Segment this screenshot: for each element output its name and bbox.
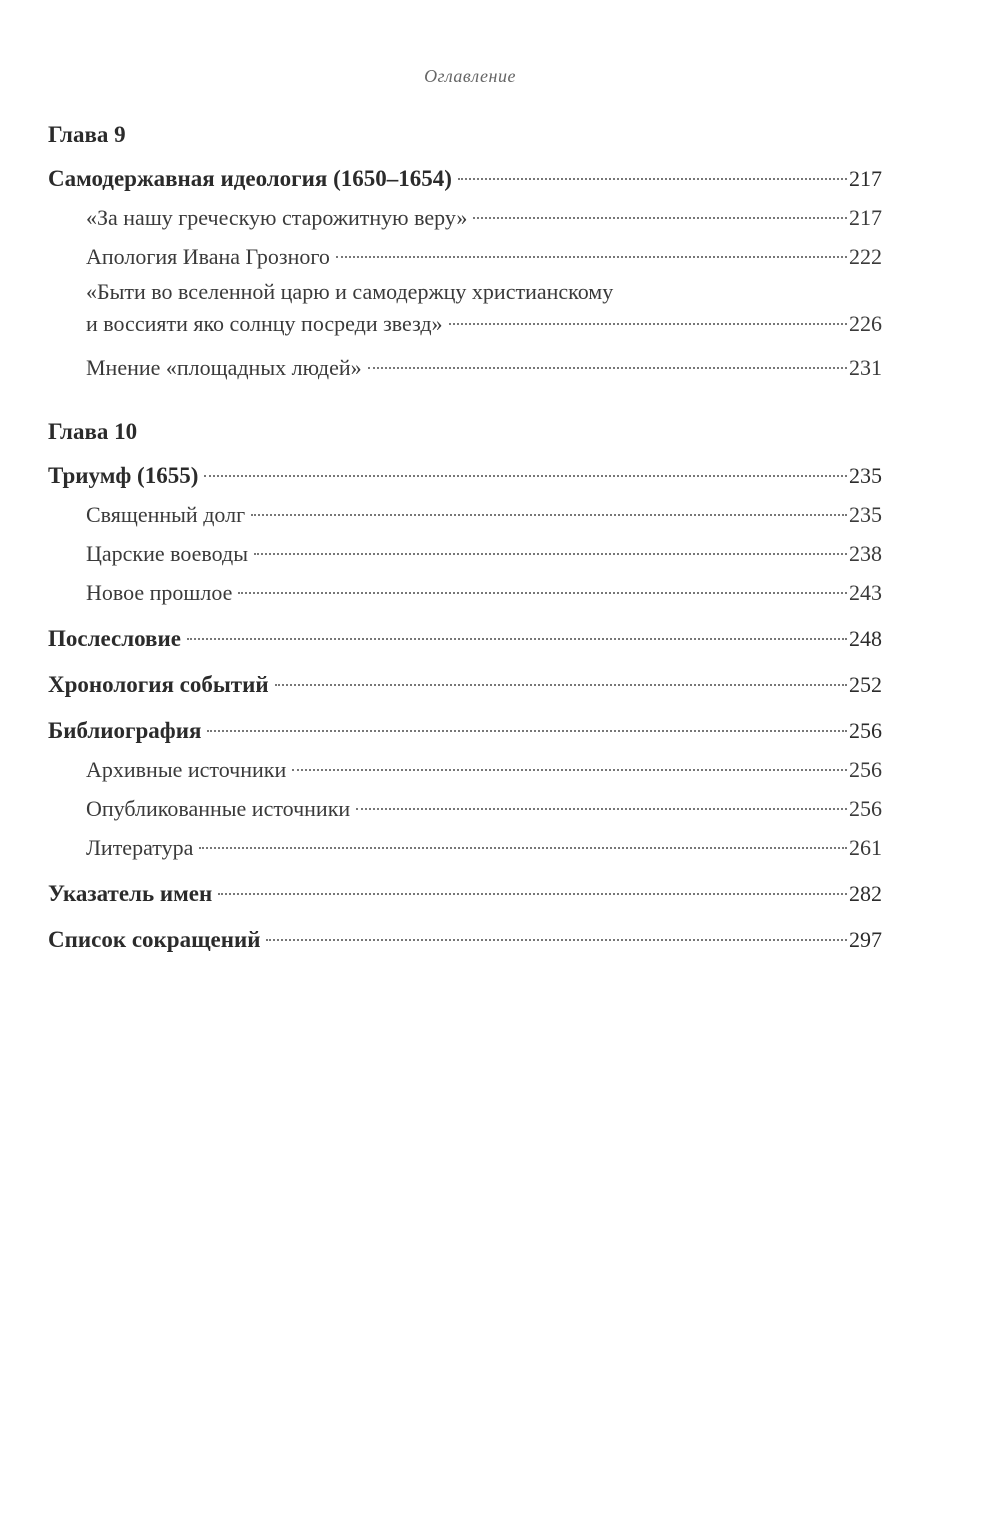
dot-leader xyxy=(238,592,847,594)
page-number: 256 xyxy=(849,757,882,782)
page-number: 248 xyxy=(849,626,882,651)
dot-leader xyxy=(356,808,847,810)
entry-title: Опубликованные источники xyxy=(86,796,351,821)
page-number: 217 xyxy=(849,166,882,191)
entry-title: Новое прошлое xyxy=(86,580,233,605)
page-number: 261 xyxy=(849,835,882,860)
entry-title: Триумф (1655) xyxy=(48,463,199,488)
page-number: 282 xyxy=(849,881,882,906)
entry-title: Хронология событий xyxy=(48,672,269,697)
dot-leader xyxy=(473,217,847,219)
page-number: 252 xyxy=(849,672,882,697)
toc-entry[interactable] xyxy=(48,874,882,913)
entry-title: Апология Ивана Грозного xyxy=(86,244,330,269)
entry-title: Царские воеводы xyxy=(86,541,248,566)
toc-subentry[interactable] xyxy=(48,789,882,828)
toc-subentry[interactable] xyxy=(48,198,882,237)
entry-title: Архивные источники xyxy=(86,757,287,782)
toc-subentry[interactable] xyxy=(48,750,882,789)
dot-leader xyxy=(368,367,847,369)
toc-subentry[interactable] xyxy=(48,348,882,387)
toc-entry[interactable] xyxy=(48,920,882,959)
entry-title-line1: «Быти во вселенной царю и самодержцу христианскому xyxy=(86,279,614,304)
dot-leader xyxy=(275,684,847,686)
toc-entry[interactable] xyxy=(48,665,882,704)
entry-title: Мнение «площадных людей» xyxy=(86,355,362,380)
page-number: 226 xyxy=(849,311,882,336)
page-number: 231 xyxy=(849,355,882,380)
dot-leader xyxy=(251,514,847,516)
dot-leader xyxy=(449,323,847,325)
toc-subentry[interactable] xyxy=(48,276,882,340)
entry-title: Самодержавная идеология (1650–1654) xyxy=(48,166,452,191)
toc-entry[interactable] xyxy=(48,456,882,495)
page-number: 222 xyxy=(849,244,882,269)
entry-title: Послесловие xyxy=(48,626,181,651)
dot-leader xyxy=(266,939,847,941)
toc-entry[interactable] xyxy=(48,619,882,658)
toc-subentry[interactable] xyxy=(48,534,882,573)
toc-entry[interactable] xyxy=(48,711,882,750)
dot-leader xyxy=(199,847,847,849)
page-number: 256 xyxy=(849,796,882,821)
entry-title: «За нашу греческую старожитную веру» xyxy=(86,205,468,230)
dot-leader xyxy=(458,178,847,180)
entry-title: Литература xyxy=(86,835,194,860)
entry-title: Список сокращений xyxy=(48,927,261,952)
dot-leader xyxy=(187,638,847,640)
table-of-contents xyxy=(48,115,882,959)
toc-subentry[interactable] xyxy=(48,495,882,534)
toc-entry[interactable] xyxy=(48,159,882,198)
running-head: Оглавление xyxy=(424,66,516,86)
page-number: 256 xyxy=(849,718,882,743)
dot-leader xyxy=(218,893,847,895)
page-number: 235 xyxy=(849,502,882,527)
toc-subentry[interactable] xyxy=(48,237,882,276)
page-number: 217 xyxy=(849,205,882,230)
dot-leader xyxy=(204,475,847,477)
page-number: 235 xyxy=(849,463,882,488)
dot-leader xyxy=(292,769,847,771)
entry-title: Священный долг xyxy=(86,502,246,527)
entry-title: Библиография xyxy=(48,718,202,743)
dot-leader xyxy=(207,730,847,732)
page-number: 297 xyxy=(849,927,882,952)
page-number: 238 xyxy=(849,541,882,566)
dot-leader xyxy=(336,256,847,258)
toc-subentry[interactable] xyxy=(48,573,882,612)
toc-subentry[interactable] xyxy=(48,828,882,867)
dot-leader xyxy=(254,553,847,555)
chapter-label: Глава 10 xyxy=(48,419,138,444)
page-number: 243 xyxy=(849,580,882,605)
entry-title: Указатель имен xyxy=(48,881,213,906)
chapter-label: Глава 9 xyxy=(48,122,126,147)
entry-title-line2: и воссияти яко солнцу посреди звезд» xyxy=(86,311,443,336)
